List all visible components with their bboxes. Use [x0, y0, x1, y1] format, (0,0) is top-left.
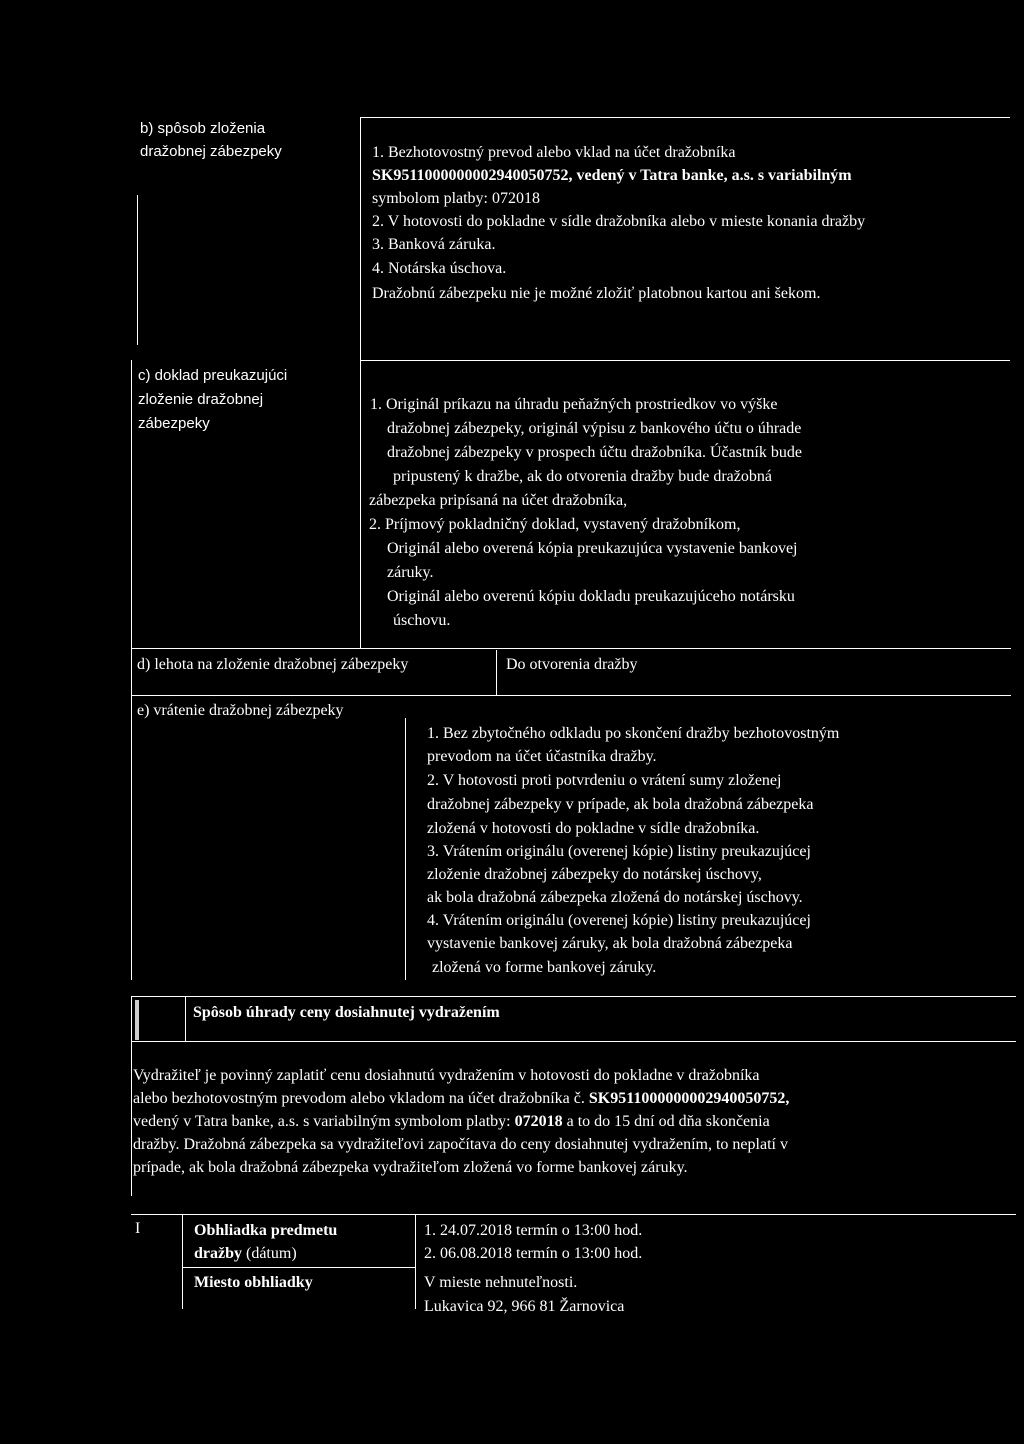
divider [131, 360, 132, 705]
account-number: SK9511000000002940050752, [588, 1090, 790, 1107]
divider [360, 118, 361, 648]
divider [131, 695, 132, 980]
divider [131, 996, 132, 1041]
section-e-label: e) vrátenie dražobnej zábezpeky [137, 702, 344, 719]
divider [360, 117, 1010, 118]
inspection-label: Obhliadka predmetu [194, 1222, 338, 1239]
divider [405, 718, 406, 980]
table-cell-marker [135, 1000, 139, 1040]
divider [360, 360, 1010, 361]
divider [137, 195, 138, 345]
divider [415, 1214, 416, 1309]
place-label: Miesto obhliadky [194, 1274, 313, 1291]
divider [131, 1041, 1016, 1042]
divider [185, 996, 186, 1041]
divider [131, 1041, 132, 1196]
place-value: Lukavica 92, 966 81 Žarnovica [424, 1298, 625, 1315]
divider [131, 648, 1011, 649]
divider [182, 1214, 183, 1309]
divider [131, 695, 1011, 696]
section-d-value: Do otvorenia dražby [506, 656, 638, 673]
divider [496, 650, 497, 695]
divider [131, 996, 1016, 997]
inspection-date: 1. 24.07.2018 termín o 13:00 hod. [424, 1222, 643, 1239]
inspection-date: 2. 06.08.2018 termín o 13:00 hod. [424, 1245, 643, 1262]
variable-symbol: 072018 [514, 1113, 563, 1130]
divider [182, 1267, 415, 1268]
place-value: V mieste nehnuteľnosti. [424, 1274, 578, 1291]
section-d-label: d) lehota na zloženie dražobnej zábezpeky [137, 656, 409, 673]
payment-heading: Spôsob úhrady ceny dosiahnutej vydražením [193, 1004, 500, 1021]
divider [131, 1214, 1016, 1215]
row-marker: I [135, 1220, 141, 1237]
